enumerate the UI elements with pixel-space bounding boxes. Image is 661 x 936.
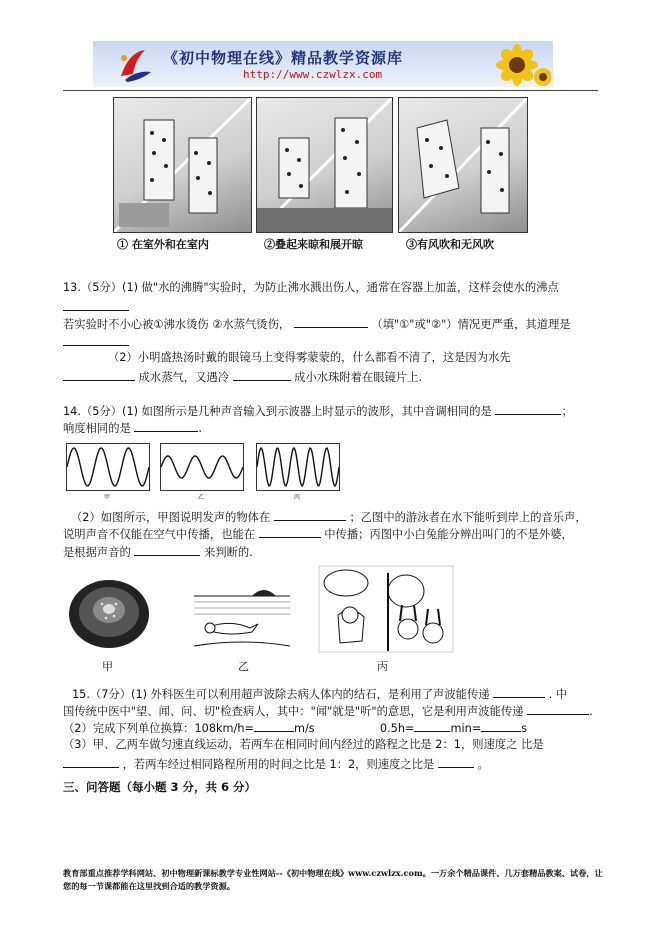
q15-line1-text-b: . 中 — [548, 688, 568, 701]
q15-line3-text-e: s — [521, 722, 528, 735]
q15-line3 — [63, 720, 527, 736]
photo-caption-3: ③有风吹和无风吹 — [406, 238, 494, 251]
q15-blank-information[interactable] — [527, 703, 589, 715]
q14-line3-text-a: （2）如图所示，甲图说明发声的物体在 — [71, 511, 271, 524]
q13-line4 — [63, 369, 422, 385]
waveform-label-jia: 甲 — [104, 494, 111, 501]
q14-line5 — [63, 544, 253, 560]
sunflower-icon — [493, 43, 551, 87]
waveform-label-bing: 丙 — [294, 494, 301, 501]
q14-line4-text-a: 说明声音不仅能在空气中传播，也能在 — [63, 528, 256, 541]
section3-title: 三、问答题（每小题 3 分，共 6 分） — [63, 780, 257, 794]
q15-line3-text-c: 0.5h= — [379, 722, 415, 735]
q14-line1: 14.（5分）(1) 如图所示是几种声音输入到示波器上时显示的波形，其中音调相同的是 ； — [63, 405, 573, 418]
q13-line1: 13.（5分）(1) 做"水的沸腾"实验时，为防止沸水溅出伤人，通常在容器上加盖，这样会使水的沸点 — [63, 281, 559, 294]
q14-line2: 响度相同的是 . — [63, 422, 202, 435]
q14-line4 — [63, 526, 573, 542]
waveform-yi — [160, 443, 244, 491]
q15-blank-energy[interactable] — [493, 686, 545, 698]
q15-line3-text-d: min= — [450, 722, 482, 735]
speaker-image — [66, 574, 152, 650]
q15-line4: （3）甲、乙两车做匀速直线运动，若两车在相同时间内经过的路程之比是 2：1，则速度之 比是 — [63, 738, 544, 751]
q14-line2-text: 响度相同的是 — [63, 422, 131, 435]
waveform-bing — [256, 443, 340, 491]
q13-line2-text-b: （填"①"或"②"）情况更严重，其道理是 — [371, 318, 571, 331]
q15-line1-text-a: 15.（7分）(1) 外科医生可以利用超声波除去病人体内的结石，是利用了声波能传递 — [72, 688, 490, 701]
q13-line3: （2）小明盛热汤时戴的眼镜马上变得雾蒙蒙的，什么都看不清了，这是因为水先 — [108, 351, 511, 364]
q15-blank-speed-ratio-2[interactable] — [438, 756, 474, 768]
q14-blank-vibrating[interactable] — [274, 509, 346, 521]
q14-blank-same-pitch[interactable] — [495, 403, 561, 415]
waveform-jia — [66, 443, 150, 491]
q13-blank-reason[interactable] — [63, 334, 129, 346]
waveform-label-yi: 乙 — [198, 494, 205, 501]
q15-line1 — [72, 686, 567, 702]
q15-line2-text: 国传统中医中"望、闻、问、切"检查病人，其中："闻"就是"听"的意思，它是利用声波能传递 — [63, 705, 524, 718]
picture-label-bing: 丙 — [377, 660, 388, 673]
q14-blank-timbre[interactable] — [134, 544, 200, 556]
header-rule — [63, 90, 598, 91]
q13-blank-worse-case[interactable] — [294, 316, 368, 328]
picture-label-yi: 乙 — [238, 660, 249, 673]
logo-icon — [115, 46, 155, 84]
q15-blank-mps[interactable] — [254, 720, 294, 732]
q14-blank-medium[interactable] — [259, 526, 321, 538]
banner-title: 《初中物理在线》精品教学资源库 — [163, 49, 404, 67]
q14-blank-same-loudness[interactable] — [134, 420, 198, 432]
rabbit-cartoon-image — [318, 565, 454, 653]
q13-line2 — [63, 316, 571, 332]
q14-line5-text-b: 来判断的. — [203, 546, 253, 559]
photo-wind-nowind — [398, 97, 528, 233]
q15-line3-text-b: m/s — [294, 722, 315, 735]
q13-blank-boiling-point[interactable] — [63, 299, 129, 311]
q15-line5 — [63, 756, 489, 772]
photo-folded-spread — [256, 97, 393, 233]
banner-url: http://www.czwlzx.com — [243, 68, 383, 81]
q14-line5-text-a: 是根据声音的 — [63, 546, 131, 559]
picture-label-jia: 甲 — [102, 660, 113, 673]
q14-line3 — [71, 509, 587, 525]
q15-line2: 国传统中医中"望、闻、问、切"检查病人，其中："闻"就是"听"的意思，它是利用声波能传递 . — [63, 705, 593, 718]
q15-blank-speed-ratio-1[interactable] — [63, 756, 119, 768]
q14-line4-text-b: 中传播；丙图中小白兔能分辨出叫门的不是外婆， — [324, 528, 573, 541]
q13-line4-text-b: 成小水珠附着在眼镜片上. — [294, 371, 423, 384]
q15-blank-s[interactable] — [481, 720, 521, 732]
header-banner — [93, 41, 553, 87]
photo-caption-1: ① 在室外和在室内 — [117, 238, 209, 251]
q14-line1-text: 14.（5分）(1) 如图所示是几种声音输入到示波器上时显示的波形，其中音调相同的是 — [63, 405, 492, 418]
q13-line2-text-a: 若实验时不小心被①沸水烫伤 ②水蒸气烫伤， — [63, 318, 291, 331]
swimmer-image — [192, 576, 292, 652]
q14-line3-text-b: ；乙图中的游泳者在水下能听到岸上的音乐声， — [349, 511, 587, 524]
q15-line5-text-b: 。 — [477, 758, 489, 771]
photo-indoor-outdoor — [113, 97, 252, 233]
q15-blank-min[interactable] — [414, 720, 450, 732]
page-footer: 教育部重点推荐学科网站、初中物理新课标教学专业性网站--《初中物理在线》www.czwlzx.com。一万余个精品课件、几万套精品教案、试卷，让您的每一节课都能在这里找到合适的教学资源。 — [63, 868, 603, 891]
photo-caption-2: ②叠起来晾和展开晾 — [264, 238, 363, 251]
q15-line3-text-a: （2）完成下列单位换算：108km/h= — [63, 722, 254, 735]
q13-blank-condense[interactable] — [233, 369, 291, 381]
q13-blank-vaporize[interactable] — [63, 369, 135, 381]
q13-line4-text-a: 成水蒸气，又遇冷 — [138, 371, 229, 384]
q15-line5-text-a: ，若两车经过相同路程所用的时间之比是 1：2，则速度之比是 — [122, 758, 435, 771]
